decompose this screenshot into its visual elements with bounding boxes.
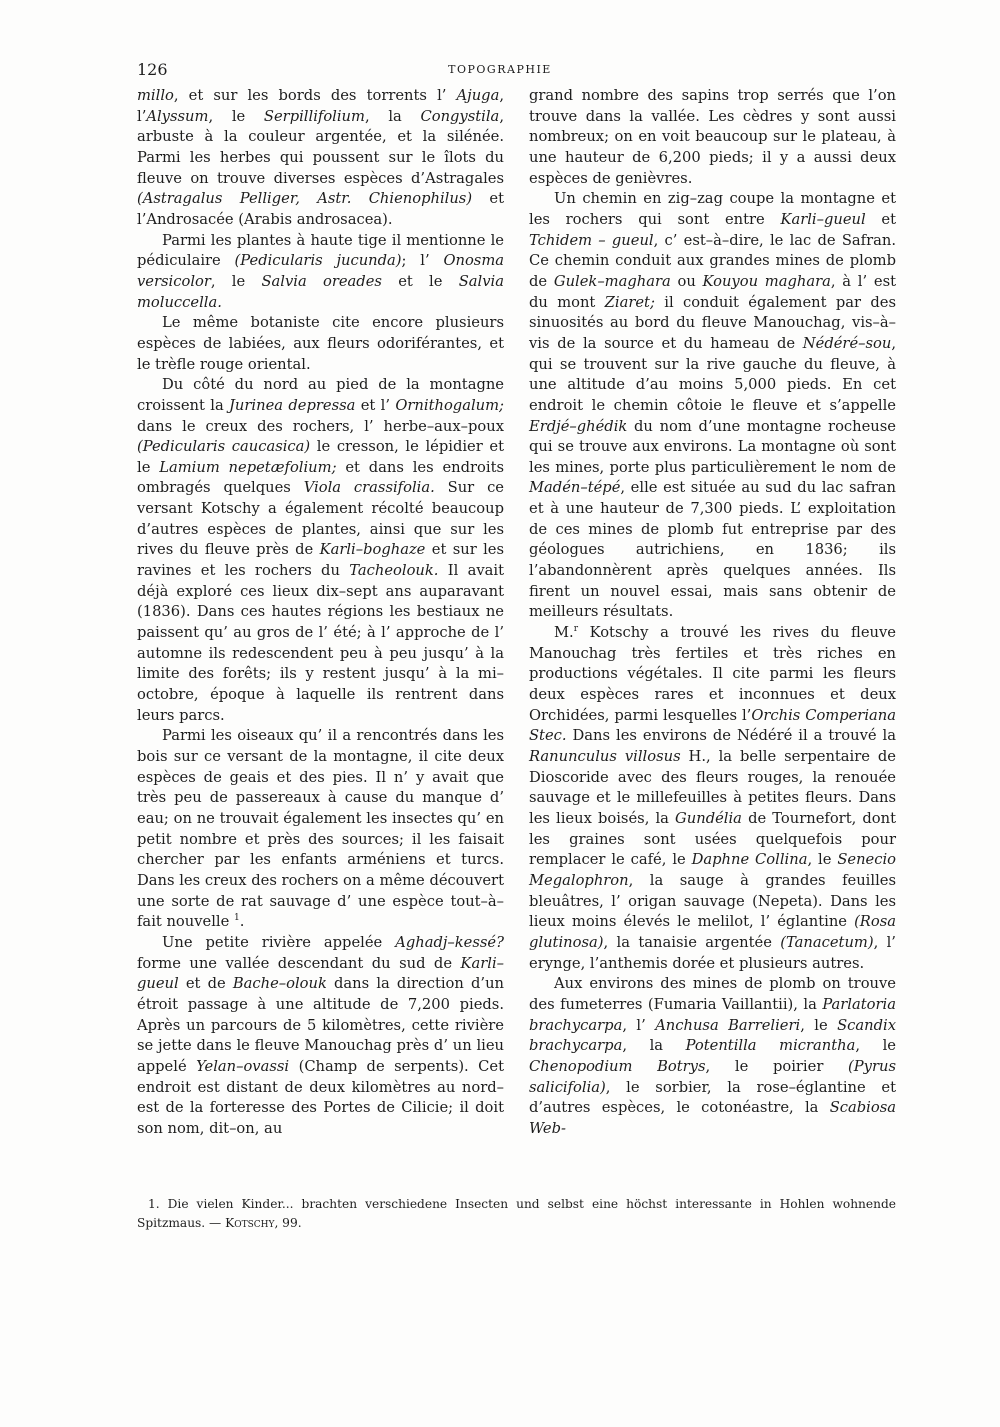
- paragraph: Du côté du nord au pied de la montagne croissent la Jurinea depressa et l’ Ornithogalum; dans le creux des rochers, l’ herbe–aux–poux (Pedicularis caucasica) le cresson, le lépidier et le Lamium nepetæfolium; et dans les endroits ombragés quelques Viola crassifolia. Sur ce versant Kotschy a également récolté beaucoup d’autres espèces de plantes, ainsi que sur les rives du fleuve près de Karli–boghaze et sur les ravines et les rochers du Tacheolouk. Il avait déjà exploré ces lieux dix–sept ans auparavant (1836). Dans ces hautes régions les bestiaux ne paissent qu’ au gros de l’ été; à l’ approche de l’ automne ils redescendent peu à peu jusqu’ à la limite des forêts; ils y restent jusqu’ à la mi–octobre, époque à laquelle ils rentrent dans leurs parcs.: [137, 376, 505, 724]
- page-number: 126: [137, 60, 168, 79]
- paragraph: Un chemin en zig–zag coupe la montagne et les rochers qui sont entre Karli–gueul et Tchidem – gueul, c’ est–à–dire, le lac de Safran. Ce chemin conduit aux grandes mines de plomb de Gulek–maghara ou Kouyou maghara, à l’ est du mont Ziaret; il conduit également par des sinuosités au bord du fleuve Manouchag, vis–à–vis de la source et du hameau de Nédéré–sou, qui se trouvent sur la rive gauche du fleuve, à une altitude d’au moins 5,000 pieds. En cet endroit le chemin côtoie le fleuve et s’appelle Erdjé–ghédik du nom d’une montagne rocheuse qui se trouve aux environs. La montagne où sont les mines, porte plus particulièrement le nom de Madén–tépé, elle est située au sud du lac safran et à une hauteur de 7,300 pieds. L’ exploitation de ces mines de plomb fut entreprise par des géologues autrichiens, en 1836; ils l’abandonnèrent après quelques années. Ils firent un nouvel essai, mais sans obtenir de meilleurs résultats.: [529, 190, 897, 621]
- paragraph: Une petite rivière appelée Aghadj–kessé? forme une vallée descendant du sud de Karli–gueul et de Bache–olouk dans la direction d’un étroit passage à une altitude de 7,200 pieds. Après un parcours de 5 kilomètres, cette rivière se jette dans le fleuve Manouchag près d’ un lieu appelé Yelan–ovassi (Champ de serpents). Cet endroit est distant de deux kilomètres au nord–est de la forteresse des Portes de Cilicie; il doit son nom, dit–on, au: [137, 933, 504, 1137]
- paragraph: Le même botaniste cite encore plusieurs espèces de labiées, aux fleurs odoriférantes, et le trèfle rouge oriental.: [137, 314, 504, 373]
- paragraph: millo, et sur les bords des torrents l’ Ajuga, l’Alyssum, le Serpillifolium, la Congystila, arbuste à la couleur argentée, et la silénée. Parmi les herbes qui poussent sur le îlots du fleuve on trouve diverses espèces d’Astragales (Astragalus Pelliger, Astr. Chienophilus) et l’Androsacée (Arabis androsacea).: [137, 87, 504, 228]
- footnote: [137, 1195, 896, 1233]
- paragraph: grand nombre des sapins trop serrés que l’on trouve dans la vallée. Les cèdres y sont aussi nombreux; on en voit beaucoup sur le plateau, à une hauteur de 6,200 pieds; il y a aussi deux espèces de genièvres.: [529, 87, 896, 187]
- left-column: [137, 86, 504, 1139]
- running-title: TOPOGRAPHIE: [448, 63, 552, 76]
- paragraph: Parmi les plantes à haute tige il mentionne le pédiculaire (Pedicularis jucunda); l’ Onosma versicolor, le Salvia oreades et le Salvia moluccella.: [137, 231, 505, 311]
- right-column: [529, 86, 896, 1139]
- paragraph: Aux environs des mines de plomb on trouve des fumeterres (Fumaria Vaillantii), la Parlatoria brachycarpa, l’ Anchusa Barrelieri, le Scandix brachycarpa, la Potentilla micrantha, le Chenopodium Botrys, le poirier (Pyrus salicifolia), le sorbier, la rose–églantine et d’autres espèces, le cotonéastre, la Scabiosa Web-: [529, 975, 897, 1137]
- paragraph: Parmi les oiseaux qu’ il a rencontrés dans les bois sur ce versant de la montagne, il cite deux espèces de geais et des pies. Il n’ y avait que très peu de passereaux à cause du manque d’ eau; on ne trouvait également les insectes qu’ en petit nombre et près des sources; il les faisait chercher par les enfants arméniens et turcs. Dans les creux des rochers on a même découvert une sorte de rat sauvage d’ une espèce tout–à–fait nouvelle $^1$.: [137, 727, 504, 931]
- paragraph: M.$^r$ Kotschy a trouvé les rives du fleuve Manouchag très fertiles et très riches en productions végétales. Il cite parmi les fleurs deux espèces rares et inconnues et deux Orchidées, parmi lesquelles l’Orchis Comperiana Stec. Dans les environs de Nédéré il a trouvé la Ranunculus villosus H., la belle serpentaire de Dioscoride avec des fleurs rouges, la renouée sauvage et le millefeuilles à petites fleurs. Dans les lieux boisés, la Gundélia de Tournefort, dont les graines sont usées quelquefois pour remplacer le café, le Daphne Collina, le Senecio Megalophron, la sauge à grandes feuilles bleuâtres, l’ origan sauvage (Nepeta). Dans les lieux moins élevés le melilot, l’ églantine (Rosa glutinosa), la tanaisie argentée (Tanacetum), l’ erynge, l’anthemis dorée et plusieurs autres.: [529, 624, 896, 972]
- footnote-text: 1. Die vielen Kinder... brachten verschiedene Insecten und selbst eine höchst interessante in Hohlen wohnende Spitzmaus. — Kotschy, 99.: [137, 1197, 896, 1230]
